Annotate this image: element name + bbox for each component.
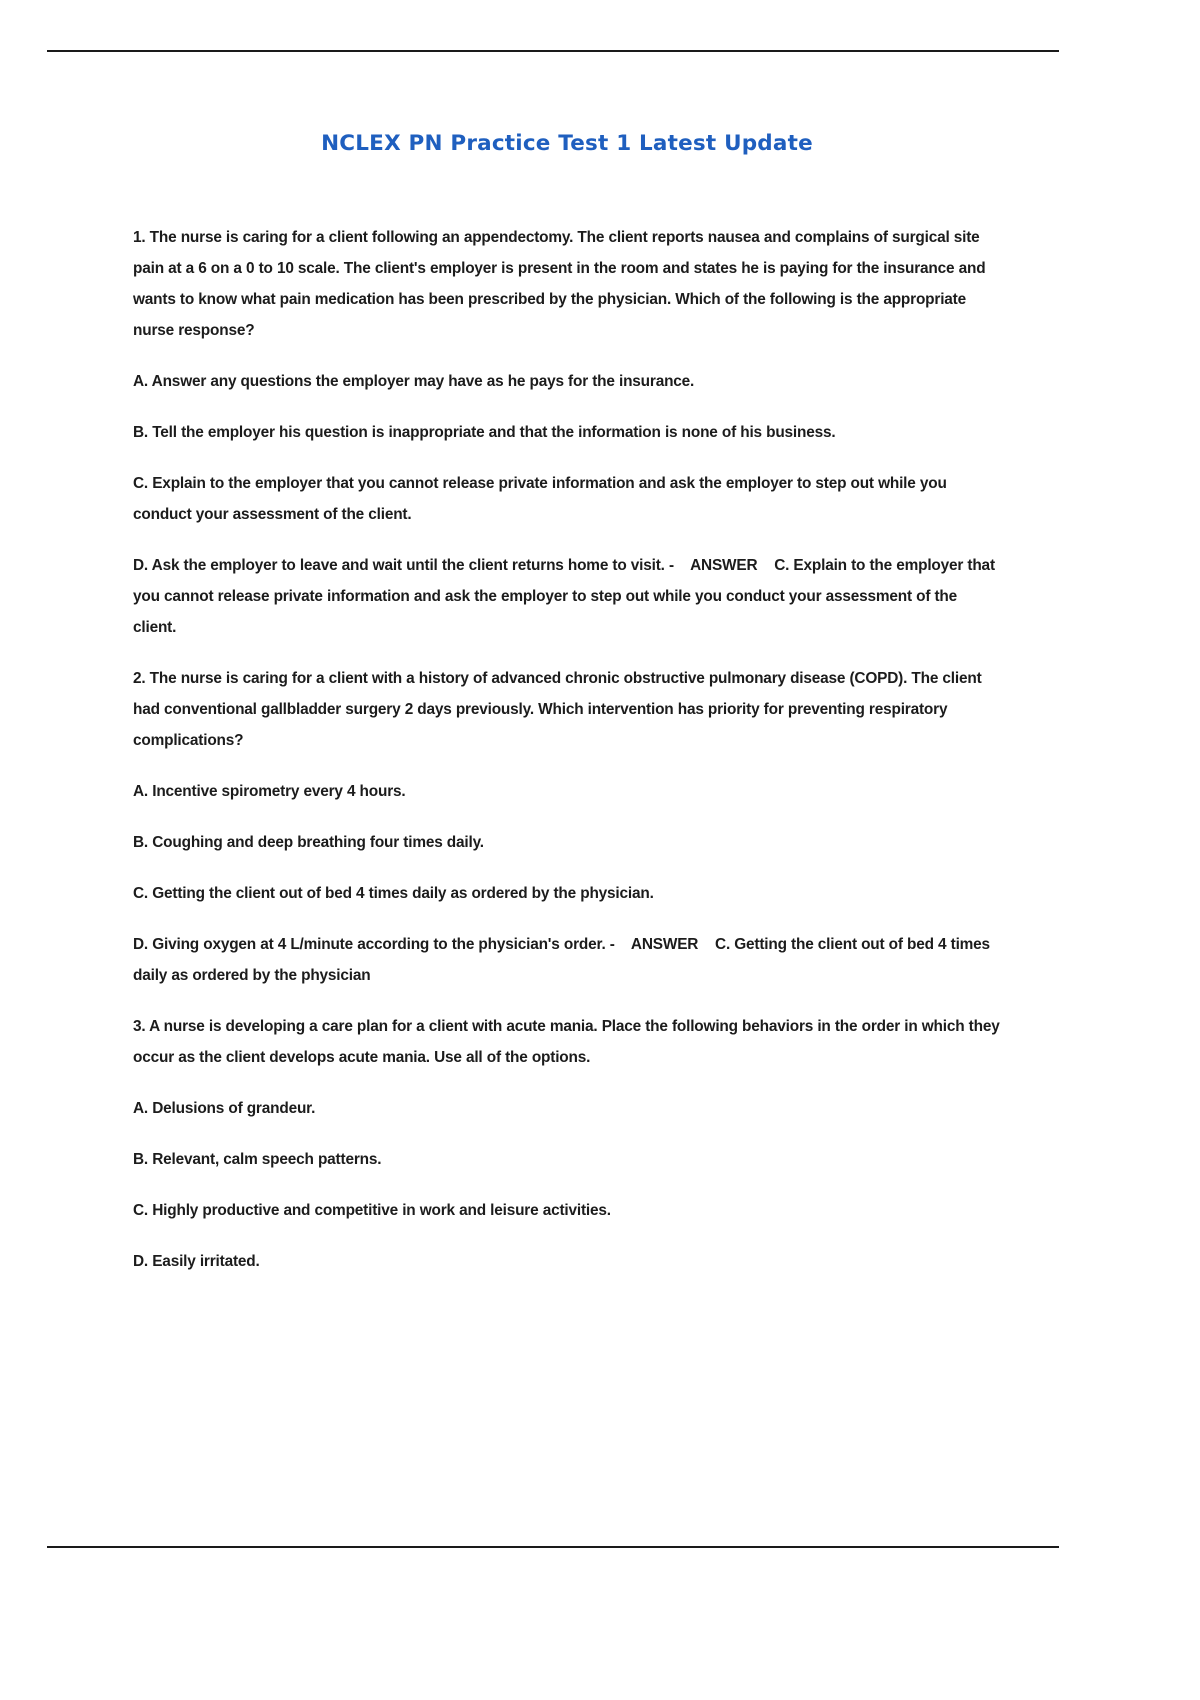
question-2-stem: 2. The nurse is caring for a client with a history of advanced chronic obstructive pulmonary disease (COPD). The client had conventional gallbladder surgery 2 days previously. Which intervention has priority for preventing respiratory complications?: [133, 669, 982, 749]
question-1-stem: 1. The nurse is caring for a client following an appendectomy. The client reports nausea and complains of surgical site pain at a 6 on a 0 to 10 scale. The client's employer is present in the room and states he is paying for the insurance and wants to know what pain medication has been prescribed by the physician. Which of the following is the appropriate nurse response?: [133, 228, 986, 339]
question-1-option-b: B. Tell the employer his question is inappropriate and that the information is none of his business.: [133, 423, 836, 441]
document-content: [133, 108, 1001, 1277]
question-3-option-d: D. Easily irritated.: [133, 1252, 260, 1270]
question-2-option-a: A. Incentive spirometry every 4 hours.: [133, 782, 406, 800]
question-2-option-b: B. Coughing and deep breathing four times daily.: [133, 833, 484, 851]
footer-divider-rule: [47, 1546, 1059, 1548]
question-1-option-a: A. Answer any questions the employer may have as he pays for the insurance.: [133, 372, 695, 390]
question-1-option-d-answer: D. Ask the employer to leave and wait until the client returns home to visit. - ANSWER C. Explain to the employer that you cannot release private information and ask the employer to step out while you conduct your assessment of the client.: [133, 556, 1000, 636]
question-3-option-c: C. Highly productive and competitive in work and leisure activities.: [133, 1201, 611, 1219]
question-list: [133, 222, 1001, 1277]
header-divider-rule: [47, 50, 1059, 52]
question-3-option-b: B. Relevant, calm speech patterns.: [133, 1150, 382, 1168]
page-title: NCLEX PN Practice Test 1 Latest Update: [321, 131, 813, 156]
question-3-option-a: A. Delusions of grandeur.: [133, 1099, 316, 1117]
question-2-option-c: C. Getting the client out of bed 4 times daily as ordered by the physician.: [133, 884, 654, 902]
question-1-option-c: C. Explain to the employer that you cannot release private information and ask the employer to step out while you conduct your assessment of the client.: [133, 474, 947, 523]
question-2-option-d-answer: D. Giving oxygen at 4 L/minute according to the physician's order. - ANSWER C. Getting the client out of bed 4 times daily as ordered by the physician: [133, 935, 995, 984]
question-3-stem: 3. A nurse is developing a care plan for a client with acute mania. Place the following behaviors in the order in which they occur as the client develops acute mania. Use all of the options.: [133, 1017, 1000, 1066]
